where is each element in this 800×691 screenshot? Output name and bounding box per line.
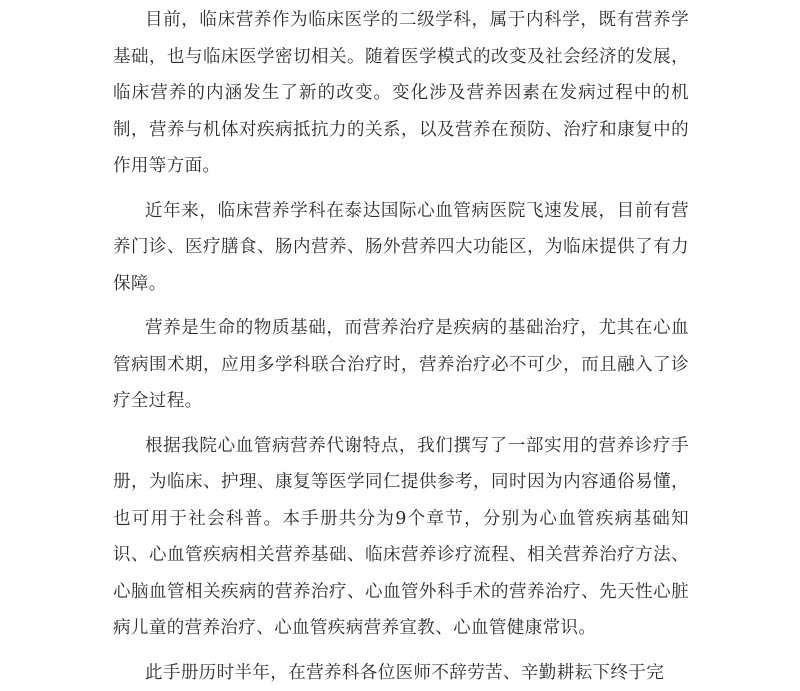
paragraph-3: 营养是生命的物质基础，而营养治疗是疾病的基础治疗，尤其在心血管病围术期，应用多学科联合治疗时，营养治疗必不可少，而且融入了诊疗全过程。 [113, 310, 689, 420]
paragraph-1: 目前，临床营养作为临床医学的二级学科，属于内科学，既有营养学基础，也与临床医学密切相关。随着医学模式的改变及社会经济的发展，临床营养的内涵发生了新的改变。变化涉及营养因素在发病过程中的机制，营养与机体对疾病抵抗力的关系，以及营养在预防、治疗和康复中的作用等方面。 [113, 2, 689, 185]
paragraph-2: 近年来，临床营养学科在泰达国际心血管病医院飞速发展，目前有营养门诊、医疗膳食、肠内营养、肠外营养四大功能区，为临床提供了有力保障。 [113, 193, 689, 303]
paragraph-5: 此手册历时半年，在营养科各位医师不辞劳苦、辛勤耕耘下终于完 [113, 655, 689, 691]
document-body [113, 2, 689, 691]
paragraph-4: 根据我院心血管病营养代谢特点，我们撰写了一部实用的营养诊疗手册，为临床、护理、康复等医学同仁提供参考，同时因为内容通俗易懂，也可用于社会科普。本手册共分为9个章节，分别为心血管疾病基础知识、心血管疾病相关营养基础、临床营养诊疗流程、相关营养治疗方法、心脑血管相关疾病的营养治疗、心血管外科手术的营养治疗、先天性心脏病儿童的营养治疗、心血管疾病营养宣教、心血管健康常识。 [113, 428, 689, 647]
